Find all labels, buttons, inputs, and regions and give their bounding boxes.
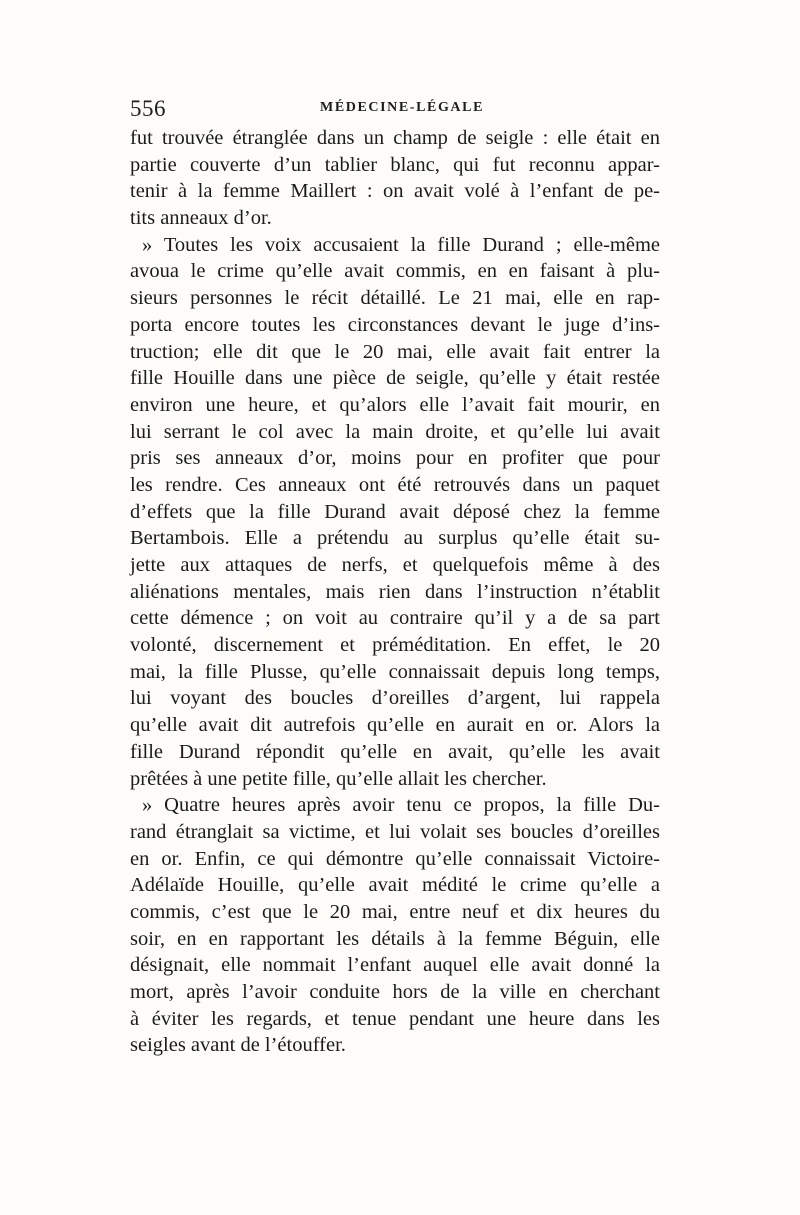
text-line: cette démence ; on voit au contraire qu’il y a de sa part	[130, 607, 660, 630]
text-line: » Toutes les voix accusaient la fille Durand ; elle-même	[142, 233, 660, 256]
text-line: pris ses anneaux d’or, moins pour en profiter que pour	[130, 447, 660, 470]
text-line: lui serrant le col avec la main droite, et qu’elle lui avait	[130, 420, 660, 443]
text-line: fille Houille dans une pièce de seigle, qu’elle y était restée	[130, 367, 660, 390]
text-line: Adélaïde Houille, qu’elle avait médité le crime qu’elle a	[130, 874, 660, 897]
text-line: tenir à la femme Maillert : on avait volé à l’enfant de pe-	[130, 180, 660, 203]
text-line: à éviter les regards, et tenue pendant une heure dans les	[130, 1007, 660, 1030]
text-line: aliénations mentales, mais rien dans l’instruction n’établit	[130, 580, 660, 603]
body-text	[130, 125, 660, 1059]
text-line: volonté, discernement et préméditation. En effet, le 20	[130, 634, 660, 657]
text-line: prêtées à une petite fille, qu’elle allait les chercher.	[130, 767, 547, 790]
text-line: environ une heure, et qu’alors elle l’avait fait mourir, en	[130, 393, 660, 416]
page-number: 556	[130, 96, 166, 121]
text-line: tits anneaux d’or.	[130, 207, 272, 230]
text-line: les rendre. Ces anneaux ont été retrouvés dans un paquet	[130, 473, 660, 496]
text-line: avoua le crime qu’elle avait commis, en en faisant à plu-	[130, 260, 660, 283]
text-line: mort, après l’avoir conduite hors de la ville en cherchant	[130, 981, 660, 1003]
text-line: en or. Enfin, ce qui démontre qu’elle connaissait Victoire-	[130, 847, 660, 870]
text-line: d’effets que la fille Durand avait déposé chez la femme	[130, 500, 660, 523]
text-line: désignait, elle nommait l’enfant auquel elle avait donné la	[130, 954, 660, 977]
text-line: sieurs personnes le récit détaillé. Le 21 mai, elle en rap-	[130, 287, 660, 310]
text-line: truction; elle dit que le 20 mai, elle avait fait entrer la	[130, 340, 660, 363]
text-line: mai, la fille Plusse, qu’elle connaissait depuis long temps,	[130, 660, 660, 683]
text-line: rand étranglait sa victime, et lui volait ses boucles d’oreilles	[130, 820, 660, 843]
text-line: » Quatre heures après avoir tenu ce propos, la fille Du-	[142, 794, 660, 817]
text-line: lui voyant des boucles d’oreilles d’argent, lui rappela	[130, 687, 660, 710]
text-line: Bertambois. Elle a prétendu au surplus qu’elle était su-	[130, 527, 660, 550]
text-line: partie couverte d’un tablier blanc, qui fut reconnu appar-	[130, 153, 660, 176]
text-line: seigles avant de l’étouffer.	[130, 1034, 346, 1057]
text-line: jette aux attaques de nerfs, et quelquefois même à des	[130, 554, 660, 576]
running-title: MÉDECINE-LÉGALE	[320, 100, 485, 115]
text-line: soir, en en rapportant les détails à la femme Béguin, elle	[130, 927, 660, 950]
text-line: qu’elle avait dit autrefois qu’elle en aurait en or. Alors la	[130, 714, 660, 737]
text-line: fille Durand répondit qu’elle en avait, qu’elle les avait	[130, 740, 660, 763]
text-line: porta encore toutes les circonstances devant le juge d’ins-	[130, 313, 660, 336]
text-line: fut trouvée étranglée dans un champ de seigle : elle était en	[130, 127, 660, 149]
text-line: commis, c’est que le 20 mai, entre neuf et dix heures du	[130, 900, 660, 923]
